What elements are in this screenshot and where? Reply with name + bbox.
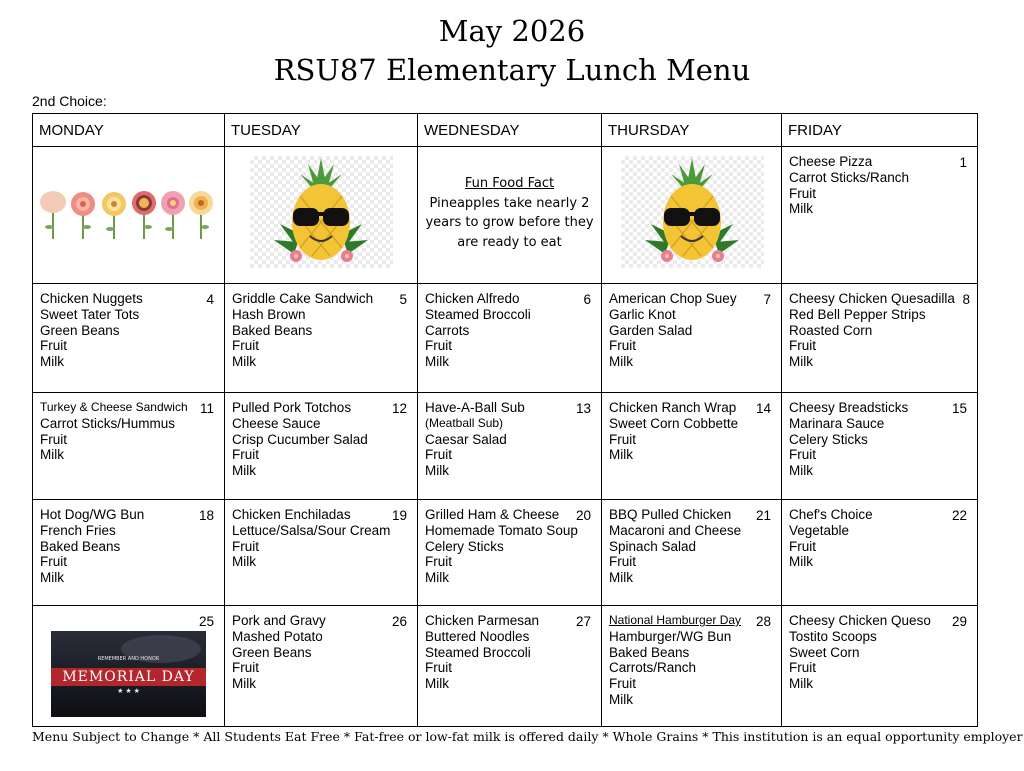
memorial-top-text: REMEMBER AND HONOR xyxy=(97,656,160,662)
menu-item: American Chop Suey xyxy=(609,291,737,306)
menu-item: Cheesy Chicken Queso xyxy=(789,613,931,628)
day-number: 25 xyxy=(198,614,214,629)
menu-item: Fruit xyxy=(609,554,636,570)
day-number: 5 xyxy=(399,292,407,307)
week-row-2 xyxy=(33,284,978,393)
menu-item: Milk xyxy=(789,354,813,370)
day-number: 15 xyxy=(951,401,967,416)
menu-item: Chef's Choice xyxy=(789,507,873,522)
menu-item: Griddle Cake Sandwich xyxy=(232,291,374,306)
menu-item: Fruit xyxy=(40,554,67,570)
day-number: 7 xyxy=(763,292,771,307)
menu-item: Hamburger/WG Bun xyxy=(609,628,732,644)
menu-item: Milk xyxy=(789,554,813,570)
menu-item: Red Bell Pepper Strips xyxy=(789,306,926,322)
day-cell-wed-w4 xyxy=(418,500,602,606)
menu-item: Roasted Corn xyxy=(789,322,873,338)
menu-item: Milk xyxy=(789,676,813,692)
day-cell-mon-w4 xyxy=(33,500,225,606)
menu-item: Chicken Ranch Wrap xyxy=(609,400,737,415)
day-number: 13 xyxy=(575,401,591,416)
day-cell-fri-w2 xyxy=(782,284,978,393)
menu-item: Cheesy Chicken Quesadilla xyxy=(789,291,955,306)
menu-item: Celery Sticks xyxy=(425,538,504,554)
pineapple-sunglasses-image xyxy=(621,156,764,268)
fun-fact-line: years to grow before they xyxy=(425,215,594,230)
day-cell-mon-w3 xyxy=(33,393,225,500)
menu-item: Milk xyxy=(609,354,633,370)
menu-item: French Fries xyxy=(40,522,116,538)
menu-item: Milk xyxy=(425,676,449,692)
day-cell-fri-w1 xyxy=(782,147,978,284)
day-cell-mon-w2 xyxy=(33,284,225,393)
menu-item: Milk xyxy=(232,354,256,370)
header-monday: MONDAY xyxy=(33,114,225,147)
menu-item: Milk xyxy=(425,354,449,370)
menu-item: Carrot Sticks/Hummus xyxy=(40,415,176,431)
menu-item: Fruit xyxy=(232,660,259,676)
fun-fact-line: are ready to eat xyxy=(457,234,562,250)
menu-item: Milk xyxy=(40,447,64,463)
menu-item: Steamed Broccoli xyxy=(425,306,531,322)
menu-item: Grilled Ham & Cheese xyxy=(425,507,560,522)
menu-item: Milk xyxy=(609,570,633,586)
menu-item: Fruit xyxy=(40,338,67,354)
day-cell-tue-w2 xyxy=(225,284,418,393)
menu-item: BBQ Pulled Chicken xyxy=(609,507,732,522)
menu-item: Celery Sticks xyxy=(789,431,868,447)
day-cell-wed-w2 xyxy=(418,284,602,393)
menu-item: Fruit xyxy=(425,338,452,354)
menu-item: Chicken Parmesan xyxy=(425,613,540,628)
menu-item: Carrot Sticks/Ranch xyxy=(789,169,910,185)
footer-note: Menu Subject to Change * All Students Eat Free * Fat-free or low-fat milk is offered daily * Whole Grains * This institution is an equal opportunity employer xyxy=(32,729,1023,744)
menu-item: Carrots xyxy=(425,322,470,338)
menu-item: Marinara Sauce xyxy=(789,415,885,431)
menu-item: Lettuce/Salsa/Sour Cream xyxy=(232,522,391,538)
menu-item: Steamed Broccoli xyxy=(425,644,531,660)
day-number: 14 xyxy=(755,401,771,416)
menu-item: Baked Beans xyxy=(609,644,690,660)
menu-item: Milk xyxy=(789,201,813,217)
menu-item: Milk xyxy=(789,463,813,479)
day-number: 1 xyxy=(959,155,967,170)
header-thursday: THURSDAY xyxy=(602,114,782,147)
day-cell-tue-w4 xyxy=(225,500,418,606)
day-cell-fri-w3 xyxy=(782,393,978,500)
menu-item: Fruit xyxy=(609,431,636,447)
day-number: 4 xyxy=(206,292,214,307)
pineapple-sunglasses-image xyxy=(250,156,393,268)
menu-item: Milk xyxy=(609,691,633,707)
second-choice-label: 2nd Choice: xyxy=(32,93,107,109)
week-row-4 xyxy=(33,500,978,606)
menu-item: Sweet Tater Tots xyxy=(40,306,140,322)
flower-icon xyxy=(40,191,66,239)
menu-item: Have-A-Ball Sub xyxy=(425,400,525,415)
menu-item: Hot Dog/WG Bun xyxy=(40,507,145,522)
menu-item: Crisp Cucumber Salad xyxy=(232,431,368,447)
day-number: 29 xyxy=(951,614,967,629)
flower-icon xyxy=(132,191,156,239)
menu-item: Green Beans xyxy=(40,322,120,338)
menu-item: Fruit xyxy=(789,660,816,676)
page-subtitle: RSU87 Elementary Lunch Menu xyxy=(273,53,751,87)
day-cell-wed-w3 xyxy=(418,393,602,500)
day-cell-thu-w3 xyxy=(602,393,782,500)
day-number: 28 xyxy=(755,614,771,629)
menu-item: (Meatball Sub) xyxy=(425,415,504,430)
menu-item: Milk xyxy=(40,570,64,586)
menu-item: Macaroni and Cheese xyxy=(609,522,742,538)
header-wednesday: WEDNESDAY xyxy=(418,114,602,147)
memorial-stars: ★ ★ ★ xyxy=(117,688,140,695)
header-tuesday: TUESDAY xyxy=(225,114,418,147)
day-number: 27 xyxy=(575,614,591,629)
menu-item: Buttered Noodles xyxy=(425,628,530,644)
menu-item: Green Beans xyxy=(232,644,312,660)
day-number: 11 xyxy=(199,401,214,416)
fun-fact-title: Fun Food Fact xyxy=(464,176,555,191)
day-number: 6 xyxy=(583,292,591,307)
day-cell-thu-w4 xyxy=(602,500,782,606)
menu-item: Pork and Gravy xyxy=(232,613,326,628)
menu-item: Fruit xyxy=(789,447,816,463)
menu-item: Cheesy Breadsticks xyxy=(789,400,909,415)
menu-item: Pulled Pork Totchos xyxy=(232,400,352,415)
week-row-1 xyxy=(33,147,978,284)
menu-item: Sweet Corn Cobbette xyxy=(609,415,739,431)
day-cell-thu-w1 xyxy=(602,147,782,284)
menu-item: Fruit xyxy=(789,338,816,354)
day-cell-thu-w2 xyxy=(602,284,782,393)
menu-item: Milk xyxy=(232,676,256,692)
menu-item: Fruit xyxy=(789,185,816,201)
menu-item: Milk xyxy=(425,463,449,479)
day-cell-mon-w5 xyxy=(33,606,225,727)
menu-item: Milk xyxy=(425,570,449,586)
day-cell-tue-w3 xyxy=(225,393,418,500)
flowers-image xyxy=(33,147,223,278)
menu-item: Fruit xyxy=(232,447,259,463)
memorial-main-text: MEMORIAL DAY xyxy=(62,669,195,685)
menu-item: Mashed Potato xyxy=(232,628,323,644)
day-cell-fri-w4 xyxy=(782,500,978,606)
week-row-5 xyxy=(33,606,978,727)
menu-item: Baked Beans xyxy=(232,322,313,338)
flower-icon xyxy=(189,191,213,239)
day-number: 19 xyxy=(391,508,407,523)
menu-item: Caesar Salad xyxy=(425,431,507,447)
menu-item: Fruit xyxy=(425,447,452,463)
page-title: May 2026 xyxy=(438,14,586,48)
day-cell-tue-w1 xyxy=(225,147,418,284)
day-number: 20 xyxy=(575,508,591,523)
menu-item: Milk xyxy=(40,354,64,370)
day-number: 26 xyxy=(391,614,407,629)
menu-item: Cheese Sauce xyxy=(232,415,321,431)
menu-item: Chicken Enchiladas xyxy=(232,507,351,522)
menu-item: Fruit xyxy=(232,338,259,354)
week-row-3 xyxy=(33,393,978,500)
menu-item: Cheese Pizza xyxy=(789,154,873,169)
day-number: 22 xyxy=(951,508,967,523)
menu-item: Fruit xyxy=(609,676,636,692)
fun-food-fact-cell xyxy=(418,147,602,284)
day-cell-wed-w5 xyxy=(418,606,602,727)
day-cell-thu-w5 xyxy=(602,606,782,727)
menu-item: Fruit xyxy=(609,338,636,354)
weekday-header-row xyxy=(33,114,978,147)
menu-item: Turkey & Cheese Sandwich xyxy=(40,400,188,414)
day-number: 21 xyxy=(755,508,771,523)
menu-item: Milk xyxy=(609,447,633,463)
day-number: 18 xyxy=(198,508,214,523)
day-number: 8 xyxy=(962,292,970,307)
menu-item: Hash Brown xyxy=(232,306,306,322)
flower-icon xyxy=(102,192,126,239)
header-friday: FRIDAY xyxy=(782,114,978,147)
menu-item: Fruit xyxy=(232,538,259,554)
menu-item: Milk xyxy=(232,554,256,570)
menu-item: Fruit xyxy=(40,431,67,447)
menu-item: Chicken Alfredo xyxy=(425,291,520,306)
menu-item: Vegetable xyxy=(789,522,850,538)
fun-fact-line: Pineapples take nearly 2 xyxy=(429,195,590,211)
flower-icon xyxy=(161,191,185,239)
menu-item: Spinach Salad xyxy=(609,538,697,554)
menu-item: Chicken Nuggets xyxy=(40,291,143,306)
day-cell-mon-w1 xyxy=(33,147,225,284)
menu-item: Fruit xyxy=(425,660,452,676)
menu-item: Carrots/Ranch xyxy=(609,660,697,676)
menu-item: Fruit xyxy=(789,538,816,554)
memorial-day-image xyxy=(51,631,206,717)
flower-icon xyxy=(71,192,95,239)
day-cell-fri-w5 xyxy=(782,606,978,727)
menu-calendar xyxy=(32,113,978,727)
day-cell-tue-w5 xyxy=(225,606,418,727)
menu-item: Tostito Scoops xyxy=(789,628,877,644)
menu-item: Sweet Corn xyxy=(789,644,860,660)
menu-item: Garden Salad xyxy=(609,322,693,338)
day-number: 12 xyxy=(391,401,407,416)
menu-item: Homemade Tomato Soup xyxy=(425,522,578,538)
menu-item: Milk xyxy=(232,463,256,479)
menu-item: Baked Beans xyxy=(40,538,121,554)
menu-item: Fruit xyxy=(425,554,452,570)
menu-item: Garlic Knot xyxy=(609,306,676,322)
menu-item: National Hamburger Day xyxy=(609,613,742,627)
